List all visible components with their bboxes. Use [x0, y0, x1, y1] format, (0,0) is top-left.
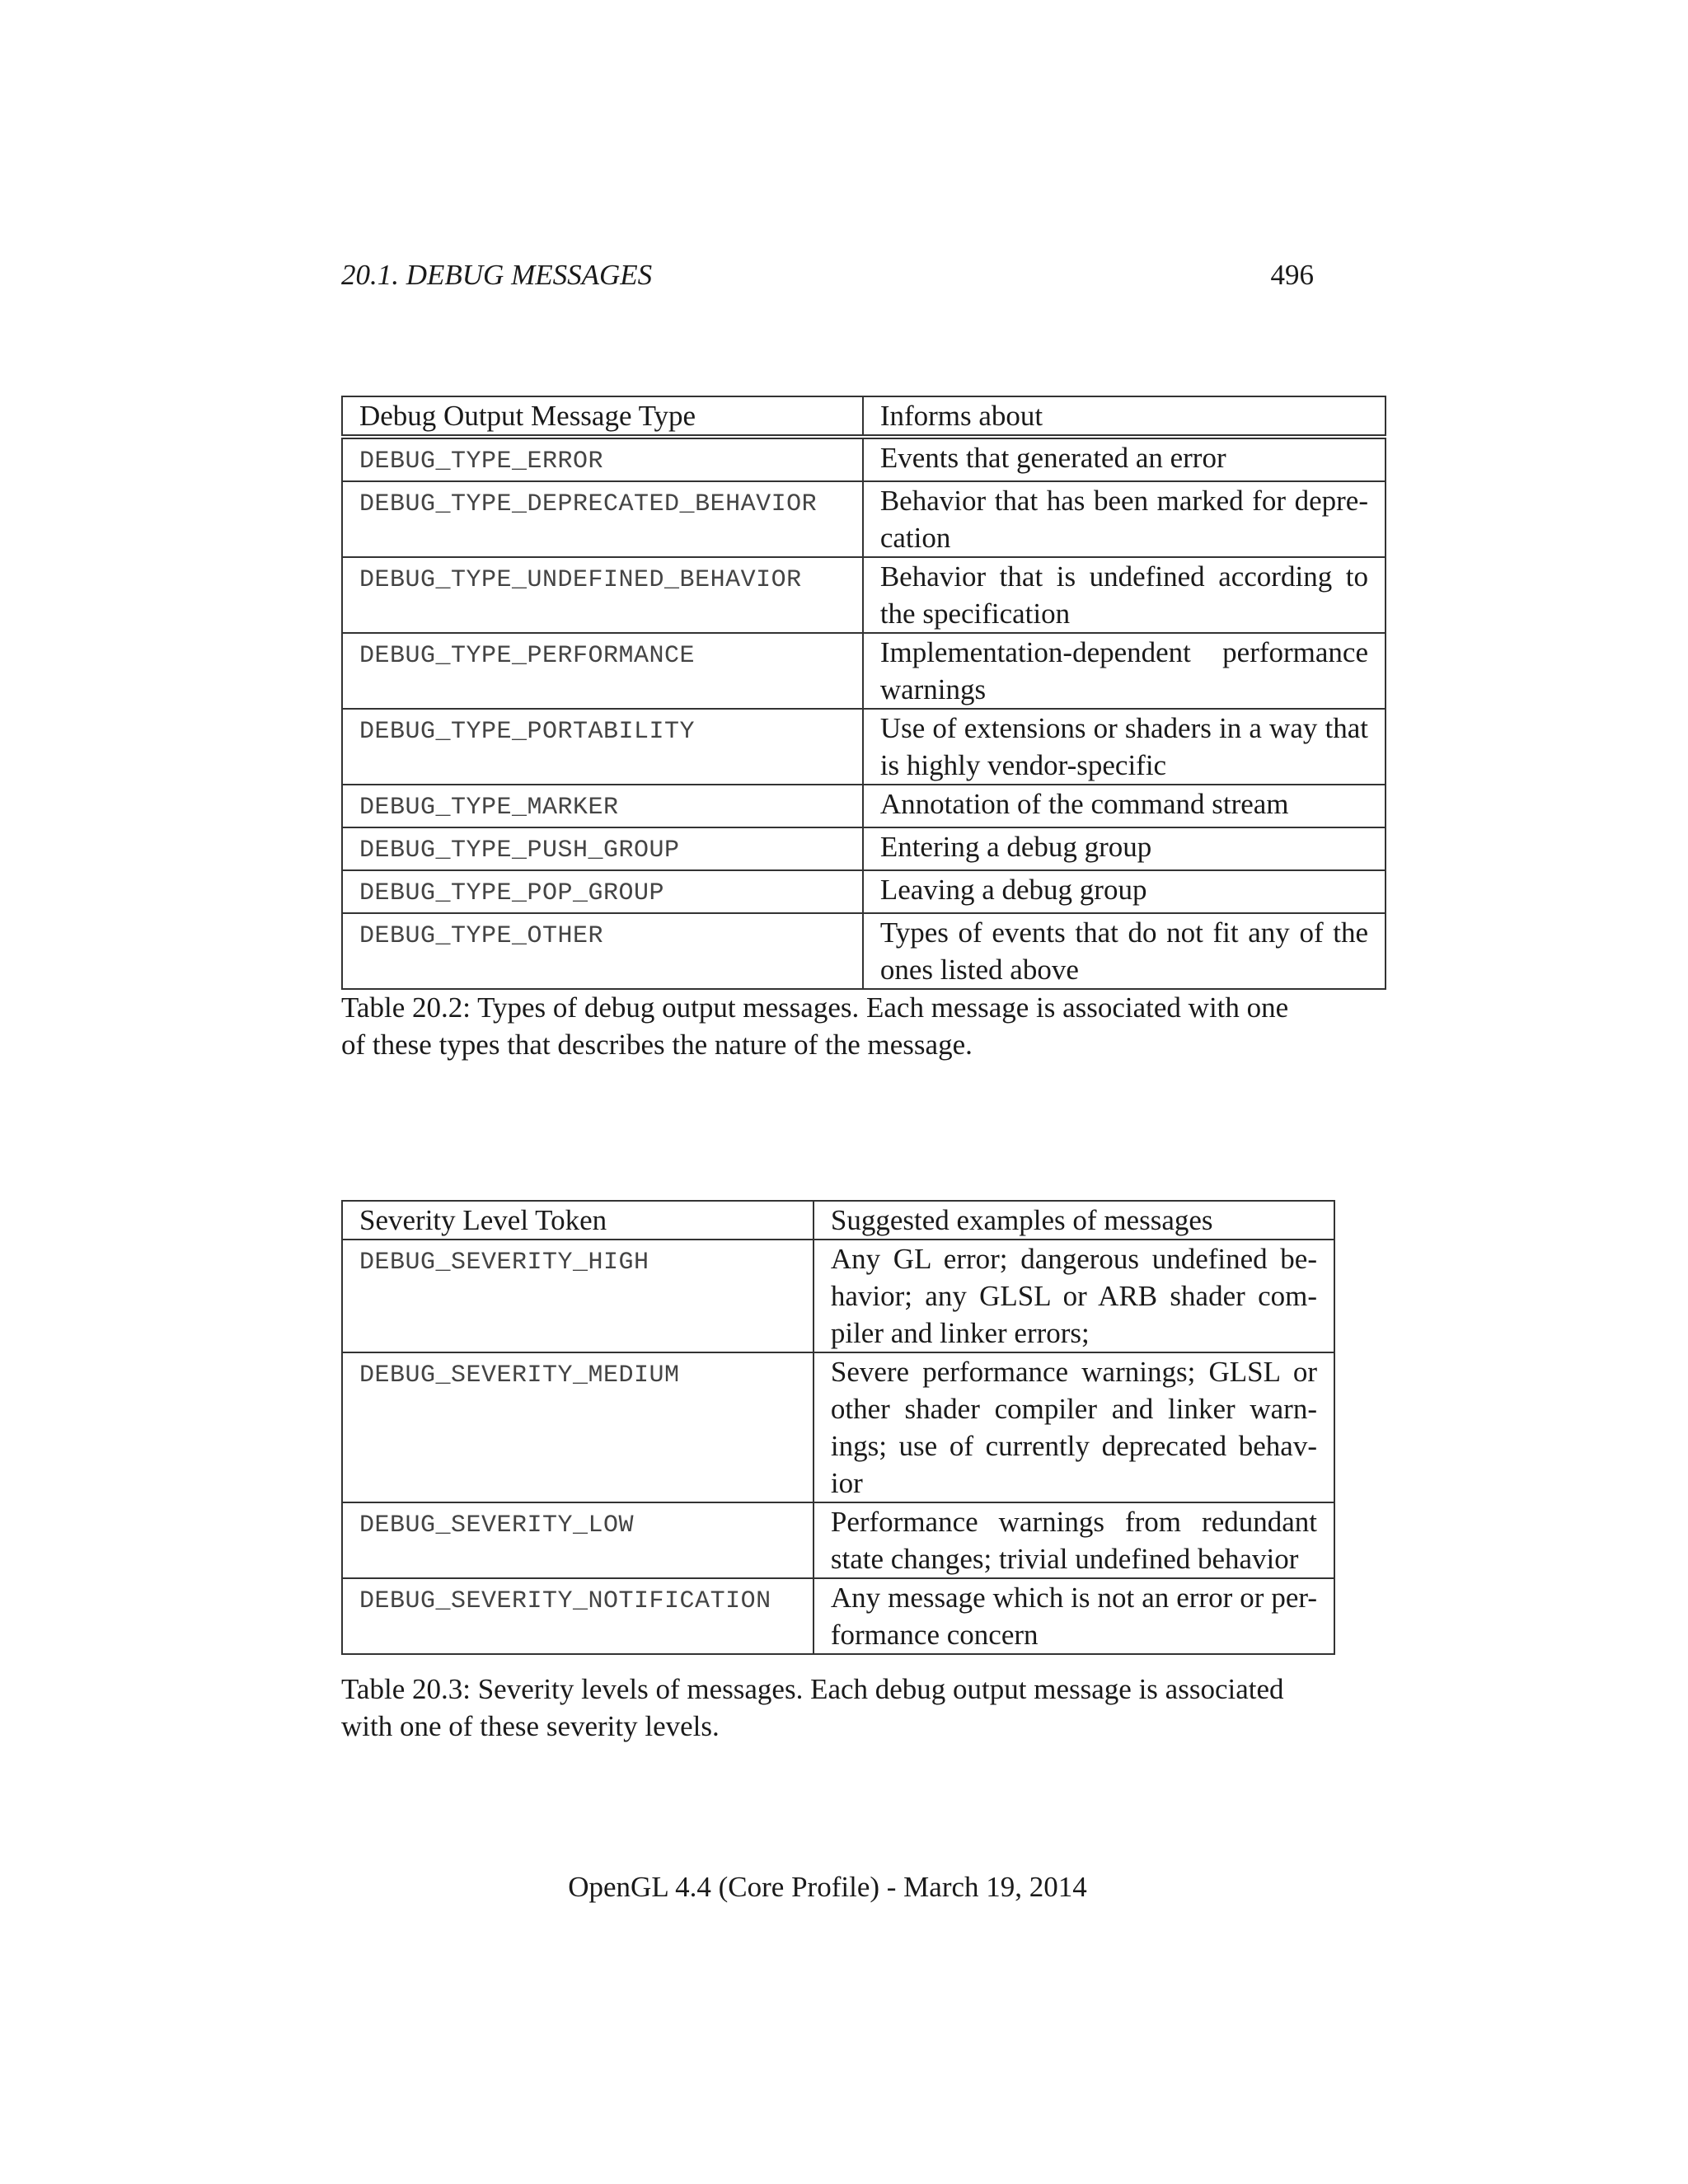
type-token: DEBUG_TYPE_MARKER — [342, 785, 863, 827]
type-token: DEBUG_TYPE_OTHER — [342, 913, 863, 989]
table-header-row — [342, 396, 1386, 437]
page-number: 496 — [1270, 259, 1314, 291]
severity-token: DEBUG_SEVERITY_HIGH — [342, 1240, 814, 1352]
table-caption: Table 20.2: Types of debug output messages. Each message is associated with one of these types that describes the nature of the message. — [341, 991, 1289, 1061]
type-token: DEBUG_TYPE_PUSH_GROUP — [342, 827, 863, 870]
table-row — [342, 827, 1386, 870]
type-token: DEBUG_TYPE_PERFORMANCE — [342, 633, 863, 709]
type-description: Events that generated an error — [863, 437, 1386, 481]
type-description: Use of extensions or shaders in a way that is highly vendor-specific — [863, 709, 1386, 785]
table-row — [342, 709, 1386, 785]
section-title: 20.1. DEBUG MESSAGES — [341, 259, 653, 291]
table-row — [342, 785, 1386, 827]
type-token: DEBUG_TYPE_PORTABILITY — [342, 709, 863, 785]
table-row — [342, 1502, 1334, 1578]
type-description: Leaving a debug group — [863, 870, 1386, 913]
type-token: DEBUG_TYPE_DEPRECATED_BEHAVIOR — [342, 481, 863, 557]
severity-levels-table — [341, 1200, 1335, 1655]
severity-description: Performance warnings from redundant state changes; trivial undefined behavior — [814, 1502, 1334, 1578]
table-row — [342, 1352, 1334, 1502]
severity-description: Severe performance warnings; GLSL or other shader compiler and linker warn-ings; use of currently deprecated behav-ior — [814, 1352, 1334, 1502]
severity-token: DEBUG_SEVERITY_LOW — [342, 1502, 814, 1578]
type-description: Implementation-dependent performance warnings — [863, 633, 1386, 709]
table-row — [342, 481, 1386, 557]
type-description: Types of events that do not fit any of the ones listed above — [863, 913, 1386, 989]
type-description: Behavior that has been marked for depre-cation — [863, 481, 1386, 557]
column-header: Debug Output Message Type — [342, 396, 863, 437]
debug-message-types-table — [341, 396, 1386, 990]
type-token: DEBUG_TYPE_ERROR — [342, 437, 863, 481]
table-row — [342, 557, 1386, 633]
severity-token: DEBUG_SEVERITY_MEDIUM — [342, 1352, 814, 1502]
column-header: Informs about — [863, 396, 1386, 437]
table-row — [342, 1240, 1334, 1352]
table-caption: Table 20.3: Severity levels of messages. Each debug output message is associated with one of these severity levels. — [341, 1673, 1284, 1742]
severity-description: Any message which is not an error or per-formance concern — [814, 1578, 1334, 1654]
page-footer: OpenGL 4.4 (Core Profile) - March 19, 2014 — [568, 1871, 1087, 1903]
severity-description: Any GL error; dangerous undefined be-havior; any GLSL or ARB shader com-piler and linker errors; — [814, 1240, 1334, 1352]
severity-token: DEBUG_SEVERITY_NOTIFICATION — [342, 1578, 814, 1654]
type-token: DEBUG_TYPE_UNDEFINED_BEHAVIOR — [342, 557, 863, 633]
column-header: Severity Level Token — [342, 1201, 814, 1240]
table-row — [342, 633, 1386, 709]
type-description: Annotation of the command stream — [863, 785, 1386, 827]
table-row — [342, 913, 1386, 989]
table-row — [342, 1578, 1334, 1654]
table-row — [342, 870, 1386, 913]
table-header-row — [342, 1201, 1334, 1240]
column-header: Suggested examples of messages — [814, 1201, 1334, 1240]
table-row — [342, 437, 1386, 481]
type-description: Behavior that is undefined according to the specification — [863, 557, 1386, 633]
type-description: Entering a debug group — [863, 827, 1386, 870]
type-token: DEBUG_TYPE_POP_GROUP — [342, 870, 863, 913]
